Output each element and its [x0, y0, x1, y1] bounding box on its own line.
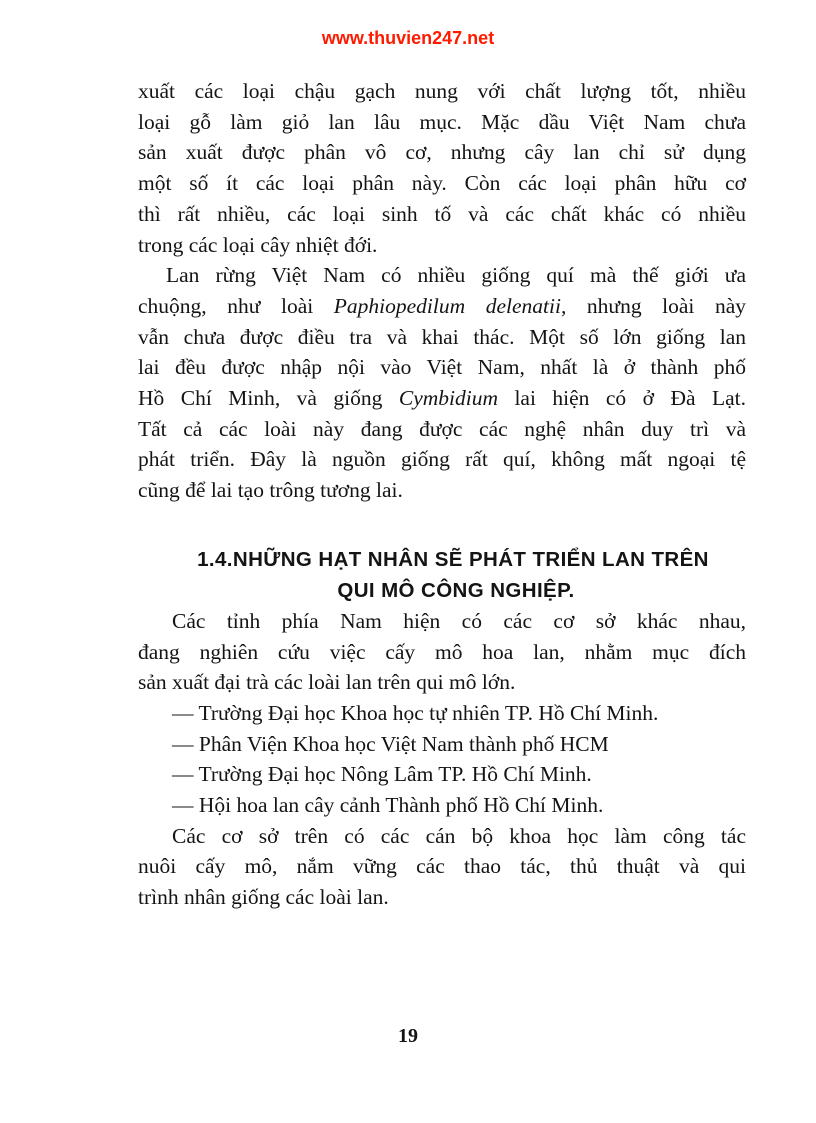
text-line: sản xuất được phân vô cơ, nhưng cây lan chỉ sử dụng — [138, 140, 746, 165]
section-heading — [138, 544, 746, 606]
text-run: chuộng, như loài — [138, 293, 334, 318]
institution-list — [138, 698, 746, 821]
text-run: Hồ Chí Minh, và giống — [138, 386, 399, 411]
text-line: trình nhân giống các loài lan. — [138, 885, 389, 910]
list-item: — Trường Đại học Khoa học tự nhiên TP. Hồ Chí Minh. — [172, 700, 659, 725]
page-number: 19 — [398, 1025, 418, 1047]
text-line: Tất cả các loài này đang được các nghệ nhân duy trì và — [138, 416, 746, 441]
text-line: xuất các loại chậu gạch nung với chất lượng tốt, nhiều — [138, 79, 746, 103]
text-line: vẫn chưa được điều tra và khai thác. Một số lớn giống lan — [138, 324, 746, 349]
text-line: một số ít các loại phân này. Còn các loại phân hữu cơ — [138, 171, 746, 196]
genus-name-italic: Cymbidium — [398, 386, 498, 411]
text-line: nuôi cấy mô, nắm vững các thao tác, thủ thuật và qui — [138, 854, 746, 879]
text-line: cũng để lai tạo trông tương lai. — [138, 478, 403, 503]
text-run: lai hiện có ở Đà Lạt. — [498, 386, 746, 411]
text-line: sản xuất đại trà các loài lan trên qui mô lớn. — [138, 670, 516, 695]
watermark-url[interactable]: www.thuvien247.net — [321, 28, 495, 48]
section-heading-line-1: 1.4.NHỮNG HẠT NHÂN SẼ PHÁT TRIỂN LAN TRÊN — [197, 547, 709, 571]
text-line: trong các loại cây nhiệt đới. — [138, 232, 378, 257]
section-heading-line-2: QUI MÔ CÔNG NGHIỆP. — [337, 578, 575, 602]
text-line: thì rất nhiều, các loại sinh tố và các chất khác có nhiều — [138, 201, 746, 226]
paragraph-wild-orchids — [138, 260, 746, 506]
text-line: loại gỗ làm giỏ lan lâu mục. Mặc dầu Việt Nam chưa — [138, 109, 746, 134]
paragraph-southern-provinces — [138, 606, 746, 698]
paragraph-staff — [138, 821, 746, 913]
page-body — [138, 76, 746, 913]
list-item: — Trường Đại học Nông Lâm TP. Hồ Chí Minh. — [172, 762, 592, 787]
text-line: đang nghiên cứu việc cấy mô hoa lan, nhằm mục đích — [138, 639, 746, 664]
species-name-italic: Paphiopedilum delenatii, — [333, 293, 567, 318]
text-line: lai đều được nhập nội vào Việt Nam, nhất là ở thành phố — [138, 355, 746, 380]
list-item: — Hội hoa lan cây cảnh Thành phố Hồ Chí Minh. — [172, 793, 604, 818]
paragraph-continuation — [138, 76, 746, 260]
text-line — [138, 260, 746, 291]
text-line — [138, 291, 746, 322]
list-item: — Phân Viện Khoa học Việt Nam thành phố HCM — [172, 731, 609, 756]
text-line: Các tỉnh phía Nam hiện có các cơ sở khác nhau, — [172, 608, 746, 633]
text-run: Lan rừng Việt Nam có nhiều giống quí mà thế giới ưa — [166, 263, 746, 288]
text-line: Các cơ sở trên có các cán bộ khoa học làm công tác — [172, 823, 746, 848]
text-run: nhưng loài này — [566, 293, 746, 318]
text-line: phát triển. Đây là nguồn giống rất quí, không mất ngoại tệ — [138, 447, 746, 472]
text-line — [138, 383, 746, 414]
